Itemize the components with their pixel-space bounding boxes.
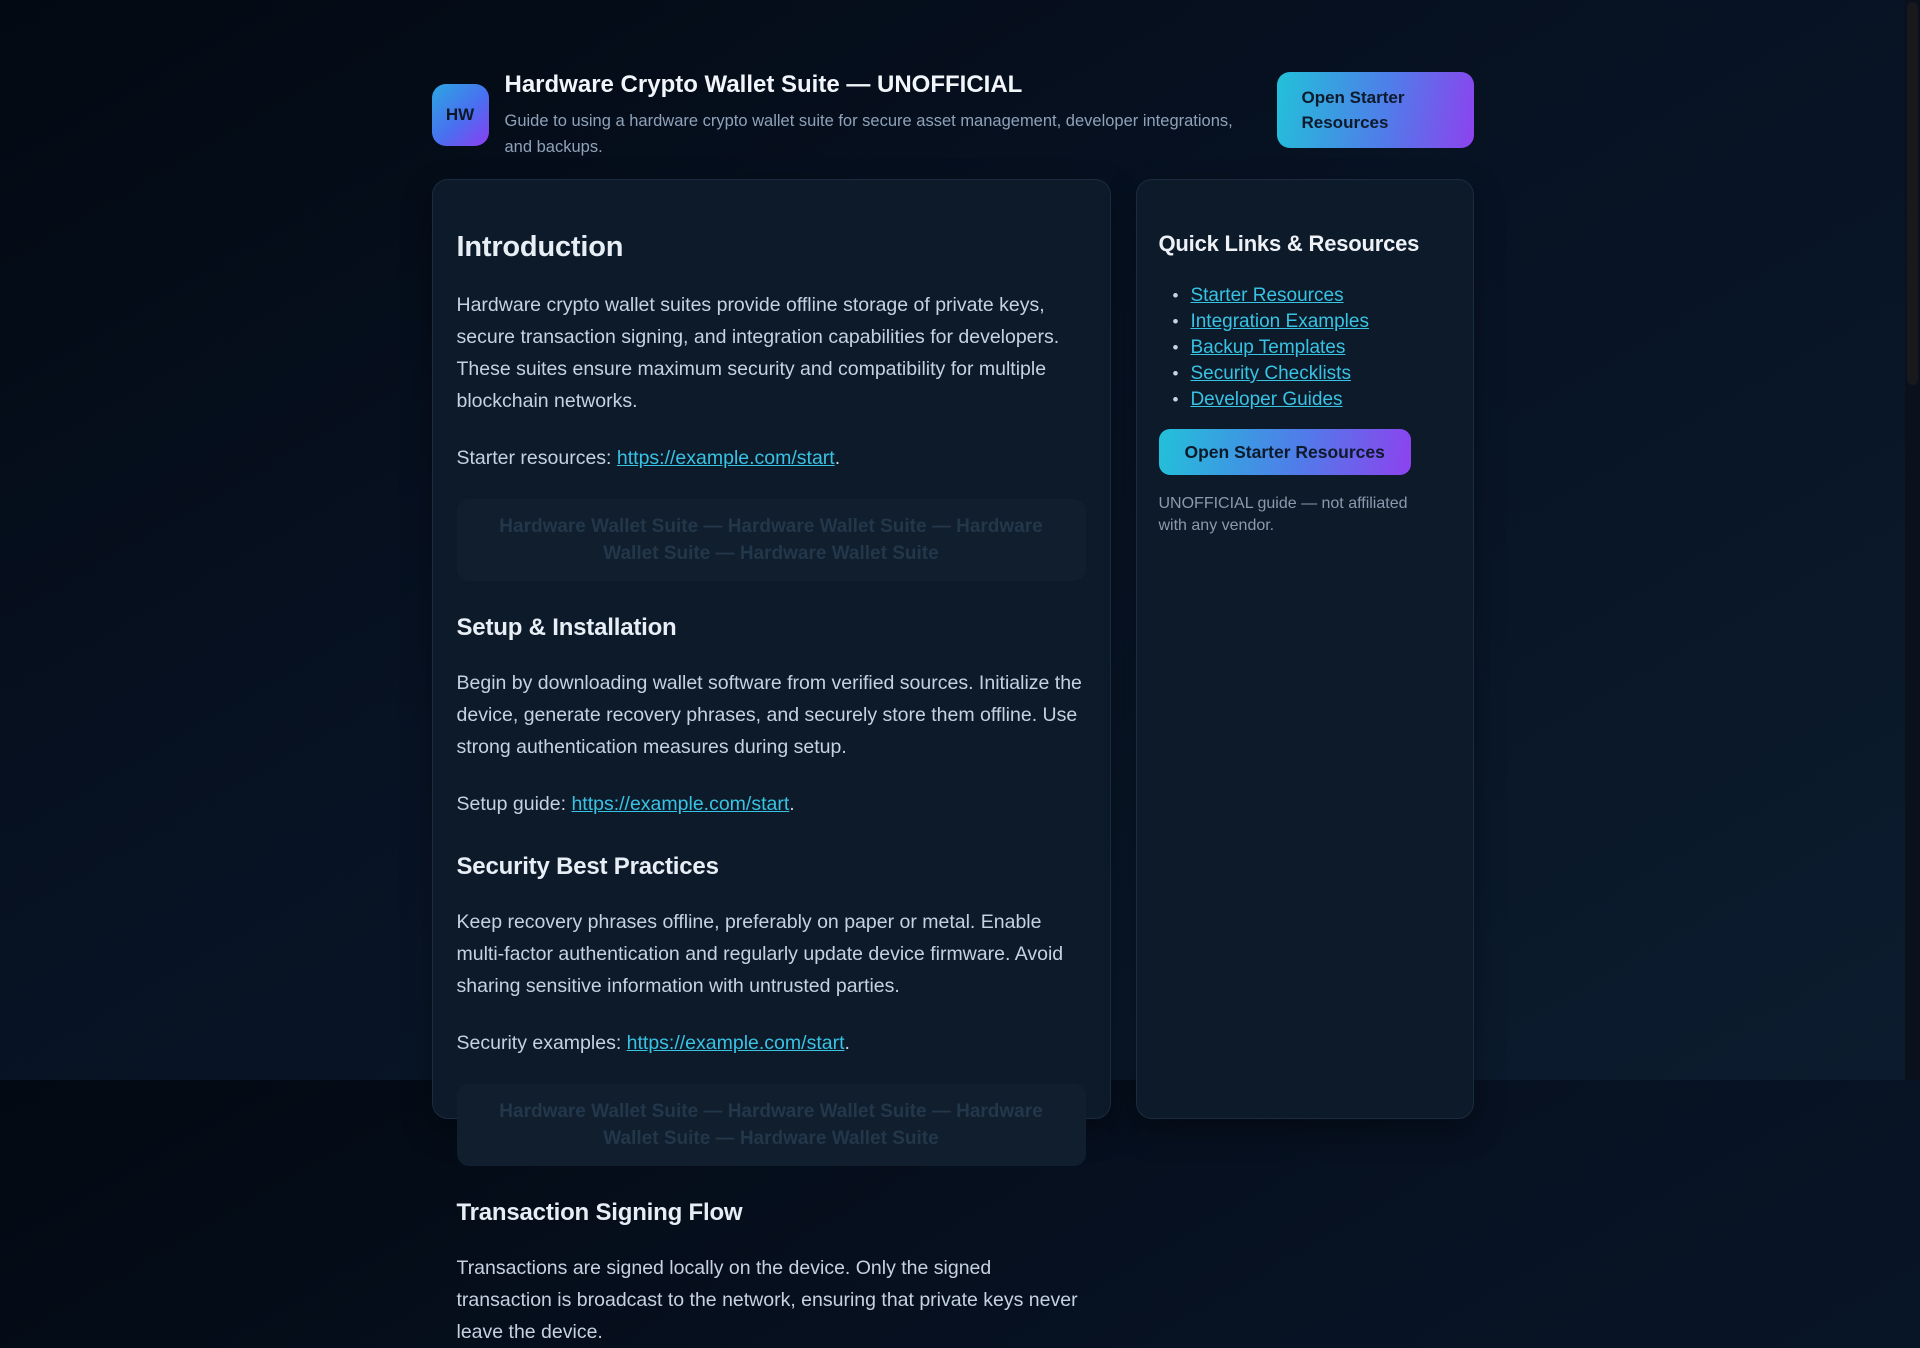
quick-link-integration-examples[interactable]: Integration Examples — [1190, 311, 1369, 332]
unofficial-disclaimer: UNOFFICIAL guide — not affiliated with any vendor. — [1158, 495, 1408, 534]
link-prefix: Starter resources: — [456, 447, 617, 469]
quick-link-item-integration-examples — [1173, 309, 1451, 335]
quick-link-starter-resources[interactable]: Starter Resources — [1190, 285, 1344, 306]
main-article-card — [432, 179, 1111, 1343]
bullet-icon: • — [1172, 364, 1179, 383]
vertical-scrollbar-track[interactable] — [1905, 0, 1920, 1080]
quick-link-security-checklists[interactable]: Security Checklists — [1190, 363, 1351, 384]
setup-guide-link[interactable]: https://example.com/start — [571, 793, 790, 815]
page-title: Hardware Crypto Wallet Suite — UNOFFICIAL — [504, 71, 1023, 98]
starter-resources-link[interactable]: https://example.com/start — [616, 447, 835, 469]
header-brand — [432, 70, 1265, 160]
section-body-signing: Transactions are signed locally on the device. Only the signed transaction is broadcast to the network, ensuring that private keys never leave the device. — [456, 1257, 1078, 1343]
link-suffix: . — [789, 793, 795, 815]
quick-link-item-starter-resources — [1173, 283, 1451, 309]
quick-link-item-security-checklists — [1173, 361, 1451, 387]
section-heading-introduction: Introduction — [456, 231, 624, 263]
quick-link-item-developer-guides — [1173, 387, 1451, 413]
section-heading-setup: Setup & Installation — [456, 614, 677, 641]
link-line-setup-guide — [457, 788, 1086, 820]
link-prefix: Security examples: — [456, 1032, 627, 1054]
app-logo-text: HW — [445, 105, 475, 124]
sidebar-open-starter-resources-button[interactable]: Open Starter Resources — [1159, 429, 1411, 475]
open-starter-resources-button[interactable]: Open Starter Resources — [1277, 72, 1474, 148]
bullet-icon: • — [1172, 390, 1179, 409]
vertical-scrollbar-thumb[interactable] — [1907, 2, 1918, 385]
section-body-introduction: Hardware crypto wallet suites provide offline storage of private keys, secure transaction signing, and integration capabilities for developers. These suites ensure maximum security and compatibility for multiple blockchain networks. — [456, 294, 1060, 412]
app-logo — [432, 84, 489, 146]
bullet-icon: • — [1172, 312, 1179, 331]
link-suffix: . — [834, 447, 841, 469]
content-grid — [432, 179, 1474, 1343]
section-body-security: Keep recovery phrases offline, preferably on paper or metal. Enable multi-factor authentication and regularly update device firmware. Avoid sharing sensitive information with untrusted parties. — [456, 911, 1064, 997]
header-text-block — [505, 70, 1265, 160]
quick-link-backup-templates[interactable]: Backup Templates — [1190, 337, 1346, 358]
bullet-icon: • — [1172, 338, 1179, 357]
sidebar-heading: Quick Links & Resources — [1158, 231, 1420, 256]
bullet-icon: • — [1172, 286, 1179, 305]
section-heading-signing: Transaction Signing Flow — [456, 1199, 743, 1226]
link-line-security-examples — [457, 1027, 1086, 1059]
link-prefix: Setup guide: — [456, 793, 572, 815]
page-subtitle: Guide to using a hardware crypto wallet suite for secure asset management, developer integrations, and backups. — [504, 112, 1233, 156]
security-examples-link[interactable]: https://example.com/start — [626, 1032, 845, 1054]
watermark-banner-1: Hardware Wallet Suite — Hardware Wallet Suite — Hardware Wallet Suite — Hardware Wallet Suite — [457, 499, 1086, 581]
quick-links-list — [1159, 283, 1451, 413]
section-heading-security: Security Best Practices — [456, 853, 719, 880]
watermark-banner-2: Hardware Wallet Suite — Hardware Wallet Suite — Hardware Wallet Suite — Hardware Wallet Suite — [457, 1084, 1086, 1166]
link-suffix: . — [844, 1032, 850, 1054]
content-container — [432, 0, 1474, 1343]
section-body-setup: Begin by downloading wallet software from verified sources. Initialize the device, generate recovery phrases, and securely store them offline. Use strong authentication measures during setup. — [456, 672, 1082, 758]
quick-link-developer-guides[interactable]: Developer Guides — [1190, 389, 1343, 410]
page-header — [432, 70, 1474, 160]
link-line-starter-resources — [457, 442, 1086, 474]
quick-link-item-backup-templates — [1173, 335, 1451, 361]
quick-links-card — [1136, 179, 1474, 1119]
